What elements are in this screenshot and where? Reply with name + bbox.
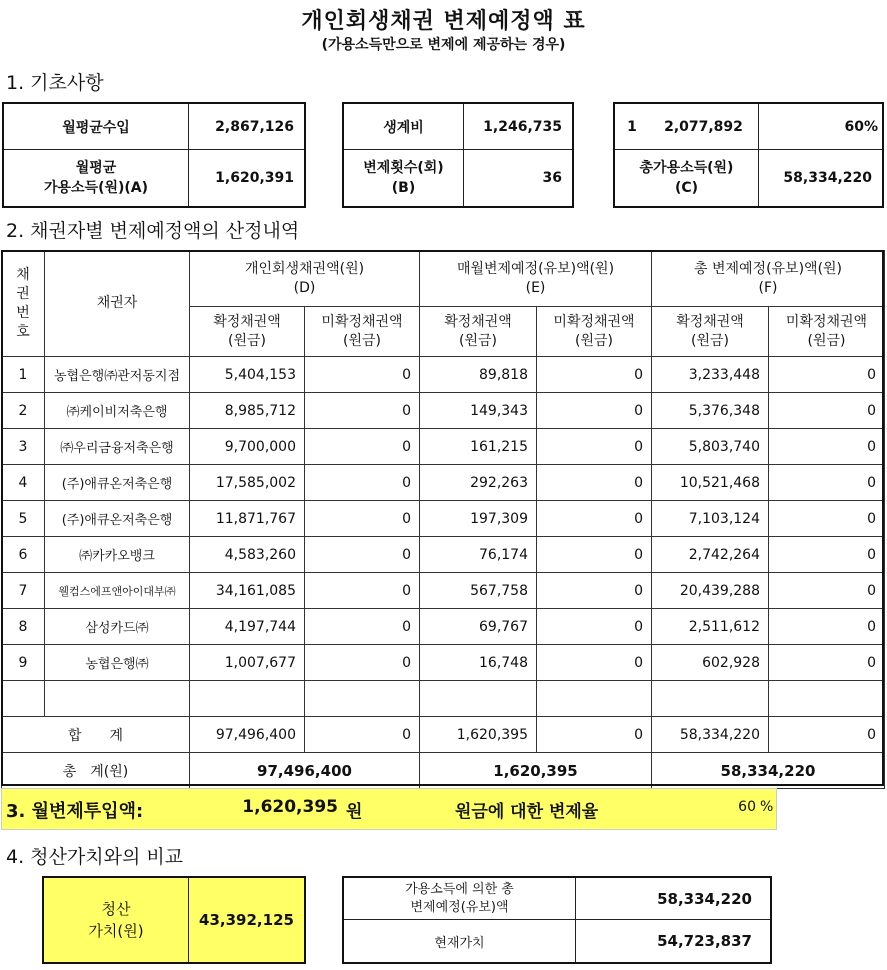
- disposable-income-label: [4, 150, 189, 206]
- row-f2: 0: [769, 357, 885, 393]
- row-d2: 0: [305, 465, 420, 501]
- planned-label-line1: 가용소득에 의한 총: [405, 881, 514, 897]
- row-d2: 0: [305, 501, 420, 537]
- row-f1: 602,928: [652, 645, 769, 681]
- subtotal-d1: 97,496,400: [190, 717, 305, 753]
- table-row: [2, 645, 885, 681]
- liquidation-label-line2: 가치(원): [88, 922, 144, 940]
- row-f1: 5,803,740: [652, 429, 769, 465]
- row-e1: 292,263: [420, 465, 537, 501]
- row-e2: 0: [537, 357, 652, 393]
- row-creditor: ㈜우리금융저축은행: [45, 429, 190, 465]
- disposable-label-line2: 가용소득(원)(A): [43, 180, 149, 196]
- empty-cell: [652, 681, 769, 717]
- header-line: (원금): [228, 332, 266, 349]
- group-e-header: [420, 251, 652, 307]
- table-row: [2, 465, 885, 501]
- header-line: 확정채권액: [213, 313, 281, 330]
- row-creditor: 삼성카드㈜: [45, 609, 190, 645]
- row-d2: 0: [305, 645, 420, 681]
- total-disposable-value: 58,334,220: [783, 170, 872, 186]
- header-line: 미확정채권액: [553, 313, 635, 330]
- empty-cell: [190, 681, 305, 717]
- repay-count-label-line2: (B): [391, 180, 416, 196]
- present-value: 54,723,837: [657, 932, 752, 950]
- subtotal-row: [2, 717, 885, 753]
- table-row: [2, 573, 885, 609]
- row-d2: 0: [305, 357, 420, 393]
- row-e2: 0: [537, 393, 652, 429]
- disposable-label-line1: 월평균: [75, 160, 117, 176]
- living-cost-index: 1: [615, 104, 649, 150]
- row-d1: 4,197,744: [190, 609, 305, 645]
- table-row: [2, 429, 885, 465]
- header-line: (원금): [807, 332, 846, 349]
- row-e2: 0: [537, 609, 652, 645]
- total-f: 58,334,220: [652, 753, 885, 789]
- row-creditor: (주)애큐온저축은행: [45, 465, 190, 501]
- row-f2: 0: [769, 609, 885, 645]
- header-line: (원금): [459, 332, 497, 349]
- section1-heading: 1. 기초사항: [6, 72, 104, 94]
- total-disposable-label: [615, 150, 759, 206]
- row-creditor: 웰컴스에프앤아이대부㈜: [45, 573, 190, 609]
- row-d1: 11,871,767: [190, 501, 305, 537]
- d-unconfirmed-header: [305, 307, 420, 357]
- group-f-header: [652, 251, 885, 307]
- col-no-line2: 번호: [16, 304, 30, 340]
- row-creditor: (주)애큐온저축은행: [45, 501, 190, 537]
- row-e2: 0: [537, 645, 652, 681]
- row-f2: 0: [769, 645, 885, 681]
- subtotal-f2: 0: [769, 717, 885, 753]
- group-d-line2: (D): [293, 279, 316, 296]
- row-f1: 5,376,348: [652, 393, 769, 429]
- repay-rate-unit: %: [760, 799, 774, 815]
- liquidation-label: [44, 878, 189, 962]
- row-f2: 0: [769, 465, 885, 501]
- table-row: [2, 537, 885, 573]
- group-d-line1: 개인회생채권액(원): [244, 260, 365, 277]
- col-no-line1: 채권: [16, 266, 30, 302]
- liquidation-value: 43,392,125: [199, 911, 294, 929]
- row-d1: 34,161,085: [190, 573, 305, 609]
- group-d-header: [190, 251, 420, 307]
- row-creditor: 농협은행㈜관저동지점: [45, 357, 190, 393]
- row-d1: 1,007,677: [190, 645, 305, 681]
- empty-cell: [769, 681, 885, 717]
- group-f-line1: 총 변제예정(유보)액(원): [694, 260, 843, 277]
- row-d2: 0: [305, 429, 420, 465]
- table-row: [2, 609, 885, 645]
- header-line: (원금): [691, 332, 729, 349]
- row-e1: 76,174: [420, 537, 537, 573]
- living-cost-base: 2,077,892: [649, 104, 759, 150]
- monthly-income-value: 2,867,126: [189, 104, 304, 150]
- repay-rate-label: 원금에 대한 변제율: [455, 802, 599, 822]
- table-row: [2, 501, 885, 537]
- row-f2: 0: [769, 537, 885, 573]
- row-d2: 0: [305, 609, 420, 645]
- header-line: (원금): [575, 332, 613, 349]
- f-confirmed-header: [652, 307, 769, 357]
- row-f2: 0: [769, 501, 885, 537]
- group-f-line2: (F): [758, 279, 778, 296]
- row-d2: 0: [305, 573, 420, 609]
- repay-count-label: [344, 150, 464, 206]
- row-f2: 0: [769, 393, 885, 429]
- row-f1: 7,103,124: [652, 501, 769, 537]
- row-f1: 20,439,288: [652, 573, 769, 609]
- empty-cell: [2, 681, 45, 717]
- total-row: [2, 753, 885, 789]
- row-creditor: 농협은행㈜: [45, 645, 190, 681]
- empty-cell: [45, 681, 190, 717]
- row-creditor: ㈜케이비저축은행: [45, 393, 190, 429]
- header-line: 확정채권액: [676, 313, 744, 330]
- row-e2: 0: [537, 501, 652, 537]
- row-e1: 567,758: [420, 573, 537, 609]
- row-e2: 0: [537, 573, 652, 609]
- e-confirmed-header: [420, 307, 537, 357]
- group-e-line1: 매월변제예정(유보)액(원): [456, 260, 615, 277]
- row-no: 5: [2, 501, 45, 537]
- row-e1: 89,818: [420, 357, 537, 393]
- repay-rate-value: 60: [738, 799, 756, 815]
- subtotal-label: 합 계: [2, 717, 190, 753]
- row-f1: 2,742,264: [652, 537, 769, 573]
- row-creditor: ㈜카카오뱅크: [45, 537, 190, 573]
- row-f1: 10,521,468: [652, 465, 769, 501]
- row-d1: 4,583,260: [190, 537, 305, 573]
- col-creditor-header: 채권자: [45, 251, 190, 357]
- row-no: 9: [2, 645, 45, 681]
- total-d: 97,496,400: [190, 753, 420, 789]
- header-line: 미확정채권액: [321, 313, 403, 330]
- section4-heading: 4. 청산가치와의 비교: [6, 846, 184, 868]
- empty-cell: [420, 681, 537, 717]
- section3-heading: 3. 월변제투입액:: [6, 801, 144, 822]
- living-cost-value: 1,246,735: [464, 104, 572, 150]
- repay-count-label-line1: 변제횟수(회): [363, 160, 444, 176]
- subtotal-f1: 58,334,220: [652, 717, 769, 753]
- planned-value: 58,334,220: [576, 878, 770, 920]
- row-no: 8: [2, 609, 45, 645]
- row-e2: 0: [537, 429, 652, 465]
- col-no-header: [2, 251, 45, 357]
- row-e1: 16,748: [420, 645, 537, 681]
- planned-label-line2: 변제예정(유보)액: [410, 899, 509, 915]
- subtotal-e1: 1,620,395: [420, 717, 537, 753]
- total-e: 1,620,395: [420, 753, 652, 789]
- liquidation-label-line1: 청산: [101, 900, 131, 918]
- row-d1: 9,700,000: [190, 429, 305, 465]
- repay-count-value: 36: [542, 170, 562, 186]
- empty-row: [2, 681, 885, 717]
- row-e1: 161,215: [420, 429, 537, 465]
- subtotal-d2: 0: [305, 717, 420, 753]
- section2-heading: 2. 채권자별 변제예정액의 산정내역: [6, 220, 300, 242]
- row-e1: 197,309: [420, 501, 537, 537]
- monthly-payment-unit: 원: [346, 802, 363, 822]
- disposable-income-value: 1,620,391: [215, 170, 294, 186]
- row-no: 2: [2, 393, 45, 429]
- planned-label: [344, 878, 576, 920]
- row-no: 4: [2, 465, 45, 501]
- monthly-income-label: 월평균수입: [4, 104, 189, 150]
- group-e-line2: (E): [525, 279, 546, 296]
- creditor-table: [1, 250, 885, 789]
- row-no: 7: [2, 573, 45, 609]
- row-e2: 0: [537, 465, 652, 501]
- header-line: 미확정채권액: [785, 313, 868, 330]
- f-unconfirmed-header: [769, 307, 885, 357]
- row-d1: 5,404,153: [190, 357, 305, 393]
- monthly-payment-amount: 1,620,395: [242, 797, 338, 817]
- d-confirmed-header: [190, 307, 305, 357]
- table-row: [2, 393, 885, 429]
- row-e1: 69,767: [420, 609, 537, 645]
- row-d1: 17,585,002: [190, 465, 305, 501]
- row-no: 3: [2, 429, 45, 465]
- row-d1: 8,985,712: [190, 393, 305, 429]
- page-subtitle: (가용소득만으로 변제에 제공하는 경우): [321, 37, 566, 53]
- living-cost-percent: 60%: [759, 104, 882, 150]
- total-disposable-label-line2: (C): [674, 180, 699, 196]
- row-f1: 2,511,612: [652, 609, 769, 645]
- row-d2: 0: [305, 537, 420, 573]
- total-label: 총 계(원): [2, 753, 190, 789]
- row-d2: 0: [305, 393, 420, 429]
- row-e1: 149,343: [420, 393, 537, 429]
- row-e2: 0: [537, 537, 652, 573]
- row-no: 6: [2, 537, 45, 573]
- page-title: 개인회생채권 변제예정액 표: [301, 9, 586, 34]
- table-row: [2, 357, 885, 393]
- empty-cell: [537, 681, 652, 717]
- header-line: 확정채권액: [444, 313, 512, 330]
- row-no: 1: [2, 357, 45, 393]
- total-disposable-label-line1: 총가용소득(원): [639, 160, 734, 176]
- empty-cell: [305, 681, 420, 717]
- creditor-rows: [2, 357, 885, 681]
- living-cost-label: 생계비: [344, 104, 464, 150]
- subtotal-e2: 0: [537, 717, 652, 753]
- present-value-label: 현재가치: [344, 920, 576, 962]
- row-f2: 0: [769, 573, 885, 609]
- header-line: (원금): [343, 332, 381, 349]
- row-f2: 0: [769, 429, 885, 465]
- e-unconfirmed-header: [537, 307, 652, 357]
- row-f1: 3,233,448: [652, 357, 769, 393]
